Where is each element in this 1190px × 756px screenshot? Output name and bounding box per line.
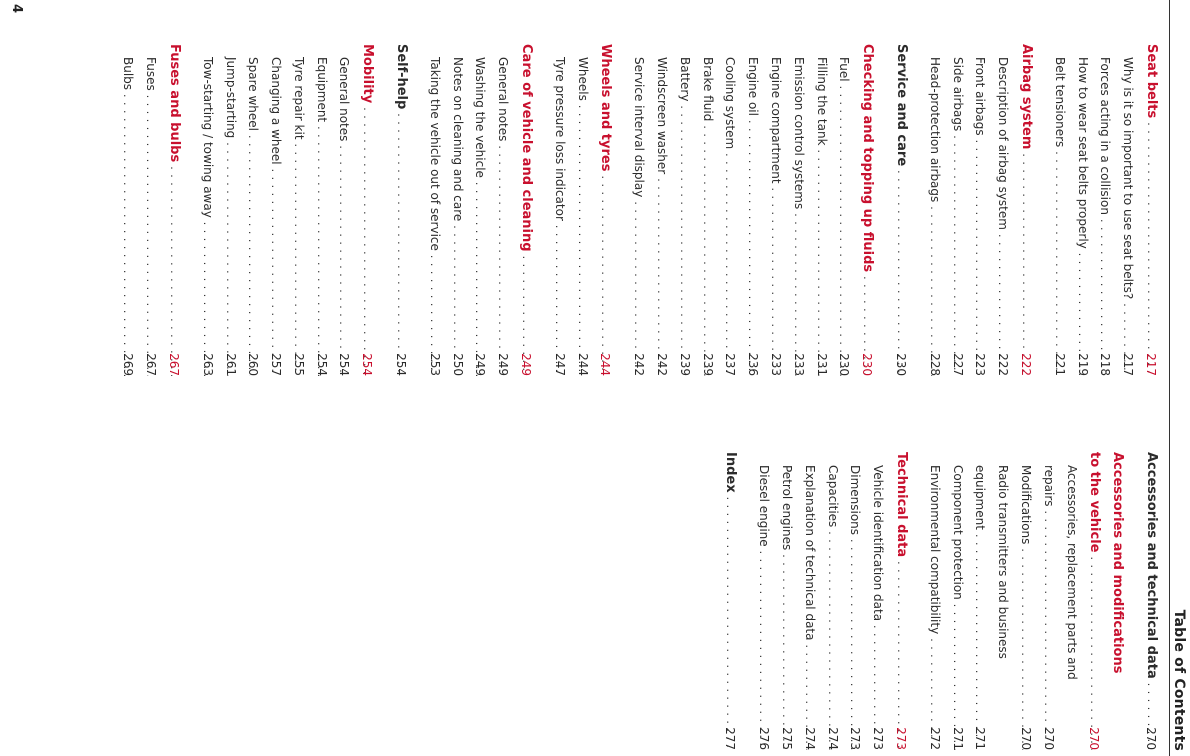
toc-section: [548, 44, 616, 376]
toc-entry-general-notes-label: General notes . . .: [332, 44, 356, 376]
toc-entry-general-notes-label: General notes . . .: [490, 44, 514, 376]
toc-entry-component-protection-label: Component protection . . .: [945, 452, 969, 750]
toc-heading-fuses-and-bulbs-label: Fuses and bulbs . . .: [162, 44, 185, 376]
toc-entry-engine-oil-page: 236: [746, 353, 761, 376]
page-title: Table of Contents: [1171, 609, 1187, 751]
toc-entry-engine-compartment-label: Engine compartment . . .: [763, 44, 787, 376]
toc-heading-technical-data[interactable]: [889, 452, 912, 750]
toc-entry-changing-a-wheel[interactable]: [264, 44, 287, 376]
toc-entry-tyre-pressure-loss-indicator-page: 247: [552, 353, 567, 376]
toc-entry-petrol-engines[interactable]: [775, 452, 798, 750]
toc-heading-checking-and-topping-up-fluids[interactable]: [855, 44, 878, 376]
toc-entry-front-airbags-label: Front airbags . . .: [968, 44, 992, 376]
toc-entry-explanation-of-technical-data-page: 274: [802, 727, 817, 750]
toc-entry-fuses[interactable]: [139, 44, 162, 376]
toc-entry-capacities[interactable]: [821, 452, 844, 750]
toc-entry-tow-starting-towing-away-label: Tow-starting / towing away . . .: [195, 44, 219, 376]
toc-entry-accessories-replacement-parts-and[interactable]: [1037, 452, 1060, 750]
toc-entry-wheels-page: 244: [575, 353, 590, 376]
toc-entry-diesel-engine-label: Diesel engine . . .: [751, 452, 775, 750]
toc-heading-care-of-vehicle-and-cleaning-label: Care of vehicle and cleaning . . .: [514, 44, 537, 376]
toc-section: [719, 452, 742, 750]
toc-heading-index[interactable]: [719, 452, 742, 750]
toc-heading-mobility-page: 254: [360, 353, 375, 376]
toc-heading-self-help-page: 254: [394, 353, 409, 376]
toc-heading-wheels-and-tyres-label: Wheels and tyres . . .: [594, 44, 617, 376]
toc-entry-radio-transmitters-and-business-page: 271: [973, 727, 988, 750]
toc-heading-mobility-label: Mobility . . .: [356, 44, 379, 376]
toc-entry-front-airbags[interactable]: [969, 44, 992, 376]
toc-heading-airbag-system[interactable]: [1014, 44, 1037, 376]
toc-entry-forces-acting-in-a-collision-label: Forces acting in a collision . . .: [1093, 44, 1117, 376]
toc-section: [752, 452, 912, 750]
toc-entry-front-airbags-page: 223: [973, 353, 988, 376]
toc-entry-wheels-label: Wheels . . .: [570, 44, 594, 376]
toc-section: [389, 44, 412, 376]
toc-entry-dimensions-page: 273: [848, 727, 863, 750]
toc-entry-notes-on-cleaning-and-care-page: 250: [450, 353, 465, 376]
toc-entry-service-interval-display[interactable]: [627, 44, 650, 376]
toc-entry-side-airbags[interactable]: [946, 44, 969, 376]
toc-heading-self-help-label: Self-help . . .: [389, 44, 412, 376]
toc-entry-filling-the-tank-label: Filling the tank . . .: [809, 44, 833, 376]
toc-heading-service-and-care-page: 230: [894, 353, 909, 376]
toc-heading-airbag-system-label: Airbag system . . .: [1014, 44, 1037, 376]
toc-entry-taking-the-vehicle-out-of-service-page: 253: [427, 353, 442, 376]
toc-entry-fuses-page: 267: [144, 353, 159, 376]
toc-heading-checking-and-topping-up-fluids-page: 230: [860, 353, 875, 376]
toc-heading-technical-data-label: Technical data . . .: [889, 452, 912, 750]
toc-entry-brake-fluid-page: 239: [700, 353, 715, 376]
toc-heading-technical-data-page: 273: [894, 727, 909, 750]
toc-entry-tyre-pressure-loss-indicator[interactable]: [548, 44, 571, 376]
toc-heading-self-help[interactable]: [389, 44, 412, 376]
toc-left-column: [117, 44, 1162, 376]
toc-entry-radio-transmitters-and-business-line1-label: Radio transmitters and business: [996, 465, 1011, 659]
toc-entry-fuel-label: Fuel . . .: [832, 44, 856, 376]
toc-entry-how-to-wear-seat-belts-properly-label: How to wear seat belts properly . . .: [1070, 44, 1094, 376]
toc-heading-care-of-vehicle-and-cleaning[interactable]: [514, 44, 537, 376]
toc-entry-fuel[interactable]: [833, 44, 856, 376]
toc-entry-why-is-it-so-important-to-use-seat-belts[interactable]: [1116, 44, 1139, 376]
toc-section: [627, 44, 878, 376]
toc-entry-emission-control-systems-label: Emission control systems . . .: [786, 44, 810, 376]
toc-heading-index-page: 277: [723, 727, 738, 750]
toc-entry-equipment-page: 254: [314, 353, 329, 376]
toc-entry-environmental-compatibility-page: 272: [927, 727, 942, 750]
toc-entry-changing-a-wheel-page: 257: [269, 353, 284, 376]
toc-entry-service-interval-display-label: Service interval display . . .: [626, 44, 650, 376]
toc-section: [889, 44, 912, 376]
toc-entry-why-is-it-so-important-to-use-seat-belts-label: Why is it so important to use seat belts? . . .: [1115, 44, 1139, 376]
section-spacer: [878, 44, 889, 376]
toc-entry-brake-fluid[interactable]: [696, 44, 719, 376]
toc-entry-spare-wheel-page: 260: [246, 353, 261, 376]
toc-entry-tyre-repair-kit-label: Tyre repair kit . . .: [286, 44, 310, 376]
toc-entry-modifications-label: Modifications . . .: [1013, 452, 1037, 750]
toc-heading-service-and-care-label: Service and care . . .: [889, 44, 912, 376]
toc-entry-belt-tensioners-label: Belt tensioners . . .: [1047, 44, 1071, 376]
toc-entry-bulbs[interactable]: [117, 44, 140, 376]
toc-entry-equipment-label: Equipment . . .: [309, 44, 333, 376]
toc-heading-fuses-and-bulbs[interactable]: [162, 44, 185, 376]
toc-entry-environmental-compatibility-label: Environmental compatibility . . .: [922, 452, 946, 750]
toc-entry-notes-on-cleaning-and-care-label: Notes on cleaning and care . . .: [445, 44, 469, 376]
toc-heading-accessories-and-technical-data[interactable]: [1139, 452, 1162, 750]
section-spacer: [378, 44, 389, 376]
toc-entry-spare-wheel[interactable]: [242, 44, 265, 376]
toc-entry-vehicle-identification-data[interactable]: [866, 452, 889, 750]
toc-entry-explanation-of-technical-data-label: Explanation of technical data . . .: [797, 452, 821, 750]
toc-entry-windscreen-washer-label: Windscreen washer . . .: [649, 44, 673, 376]
toc-entry-diesel-engine[interactable]: [752, 452, 775, 750]
toc-section: [423, 44, 537, 376]
toc-entry-accessories-replacement-parts-and-line1[interactable]: [1060, 452, 1083, 750]
toc-entry-brake-fluid-label: Brake fluid . . .: [695, 44, 719, 376]
toc-entry-description-of-airbag-system-page: 222: [996, 353, 1011, 376]
toc-entry-general-notes-page: 254: [337, 353, 352, 376]
toc-heading-seat-belts[interactable]: [1139, 44, 1162, 376]
toc-entry-jump-starting[interactable]: [219, 44, 242, 376]
toc-heading-wheels-and-tyres-page: 244: [598, 353, 613, 376]
toc-heading-accessories-and-modifications-label: to the vehicle . . .: [1083, 452, 1106, 750]
toc-entry-cooling-system-page: 237: [723, 353, 738, 376]
toc-heading-accessories-and-modifications-line1[interactable]: [1105, 452, 1128, 750]
toc-entry-forces-acting-in-a-collision-page: 218: [1098, 353, 1113, 376]
toc-entry-engine-oil-label: Engine oil . . .: [740, 44, 764, 376]
section-spacer: [1128, 452, 1139, 750]
toc-heading-seat-belts-label: Seat belts . . .: [1139, 44, 1162, 376]
toc-heading-accessories-and-modifications-page: 270: [1087, 727, 1102, 750]
toc-entry-cooling-system[interactable]: [719, 44, 742, 376]
toc-heading-accessories-and-technical-data-label: Accessories and technical data . . .: [1139, 452, 1162, 750]
toc-entry-modifications-page: 270: [1019, 727, 1034, 750]
toc-entry-diesel-engine-page: 276: [757, 727, 772, 750]
toc-heading-mobility[interactable]: [356, 44, 379, 376]
toc-entry-jump-starting-label: Jump-starting . . .: [218, 44, 242, 376]
page-number: 4: [9, 4, 24, 14]
toc-entry-windscreen-washer[interactable]: [650, 44, 673, 376]
toc-heading-accessories-and-modifications[interactable]: [1083, 452, 1106, 750]
toc-entry-capacities-page: 274: [825, 727, 840, 750]
toc-entry-tyre-pressure-loss-indicator-label: Tyre pressure loss indicator . . .: [547, 44, 571, 376]
toc-right-column: [719, 452, 1162, 750]
toc-entry-belt-tensioners[interactable]: [1048, 44, 1071, 376]
toc-entry-taking-the-vehicle-out-of-service-label: Taking the vehicle out of service . . .: [422, 44, 446, 376]
toc-entry-equipment[interactable]: [310, 44, 333, 376]
toc-heading-airbag-system-page: 222: [1019, 353, 1034, 376]
toc-heading-checking-and-topping-up-fluids-label: Checking and topping up fluids . . .: [855, 44, 878, 376]
toc-entry-washing-the-vehicle-page: 249: [473, 353, 488, 376]
toc-entry-tyre-repair-kit-page: 255: [291, 353, 306, 376]
toc-heading-accessories-and-technical-data-page: 270: [1144, 727, 1158, 750]
page-header: [1169, 0, 1190, 756]
toc-entry-washing-the-vehicle[interactable]: [469, 44, 492, 376]
toc-heading-index-label: Index . . .: [719, 452, 742, 750]
toc-section: [196, 44, 378, 376]
toc-entry-filling-the-tank-page: 231: [814, 353, 829, 376]
toc-heading-fuses-and-bulbs-page: 267: [166, 353, 181, 376]
toc-entry-vehicle-identification-data-page: 273: [871, 727, 886, 750]
toc-entry-tyre-repair-kit[interactable]: [287, 44, 310, 376]
toc-entry-petrol-engines-page: 275: [780, 727, 795, 750]
toc-entry-fuel-page: 230: [837, 353, 852, 376]
toc-entry-engine-compartment-page: 233: [769, 353, 784, 376]
toc-entry-petrol-engines-label: Petrol engines . . .: [774, 452, 798, 750]
toc-entry-general-notes[interactable]: [491, 44, 514, 376]
toc-entry-modifications[interactable]: [1014, 452, 1037, 750]
toc-entry-head-protection-airbags-page: 228: [927, 353, 942, 376]
toc-entry-service-interval-display-page: 242: [632, 353, 647, 376]
toc-section: [117, 44, 185, 376]
toc-entry-side-airbags-label: Side airbags . . .: [945, 44, 969, 376]
toc-entry-dimensions-label: Dimensions . . .: [843, 452, 867, 750]
toc-entry-washing-the-vehicle-label: Washing the vehicle . . .: [468, 44, 492, 376]
toc-entry-battery[interactable]: [673, 44, 696, 376]
toc-entry-accessories-replacement-parts-and-line1-label: Accessories, replacement parts and: [1064, 465, 1079, 680]
toc-entry-battery-label: Battery . . .: [672, 44, 696, 376]
toc-entry-changing-a-wheel-label: Changing a wheel . . .: [263, 44, 287, 376]
toc-entry-tow-starting-towing-away[interactable]: [196, 44, 219, 376]
toc-entry-head-protection-airbags-label: Head-protection airbags . . .: [922, 44, 946, 376]
toc-heading-service-and-care[interactable]: [889, 44, 912, 376]
toc-entry-notes-on-cleaning-and-care[interactable]: [446, 44, 469, 376]
toc-entry-description-of-airbag-system[interactable]: [991, 44, 1014, 376]
toc-entry-taking-the-vehicle-out-of-service[interactable]: [423, 44, 446, 376]
toc-entry-environmental-compatibility[interactable]: [923, 452, 946, 750]
toc-heading-accessories-and-modifications-line1-label: Accessories and modifications: [1110, 452, 1126, 674]
toc-entry-general-notes-page: 249: [496, 353, 511, 376]
toc-entry-filling-the-tank[interactable]: [810, 44, 833, 376]
toc-entry-emission-control-systems-page: 233: [791, 353, 806, 376]
toc-entry-description-of-airbag-system-label: Description of airbag system . . .: [990, 44, 1014, 376]
toc-entry-vehicle-identification-data-label: Vehicle identification data . . .: [865, 452, 889, 750]
toc-entry-radio-transmitters-and-business-label: equipment . . .: [968, 452, 992, 750]
toc-entry-belt-tensioners-page: 221: [1052, 353, 1067, 376]
toc-entry-windscreen-washer-page: 242: [655, 353, 670, 376]
toc-entry-accessories-replacement-parts-and-label: repairs . . .: [1036, 452, 1060, 750]
toc-entry-general-notes[interactable]: [333, 44, 356, 376]
toc-entry-component-protection-page: 271: [950, 727, 965, 750]
toc-section: [1139, 452, 1162, 750]
toc-entry-fuses-label: Fuses . . .: [138, 44, 162, 376]
toc-section: [1048, 44, 1162, 376]
toc-entry-tow-starting-towing-away-page: 263: [200, 353, 215, 376]
toc-entry-wheels[interactable]: [571, 44, 594, 376]
toc-entry-bulbs-label: Bulbs . . .: [116, 44, 140, 376]
toc-entry-spare-wheel-label: Spare wheel . . .: [241, 44, 265, 376]
toc-entry-how-to-wear-seat-belts-properly-page: 219: [1075, 353, 1090, 376]
toc-entry-jump-starting-page: 261: [223, 353, 238, 376]
toc-entry-cooling-system-label: Cooling system . . .: [718, 44, 742, 376]
toc-section: [923, 452, 1128, 750]
toc-entry-bulbs-page: 269: [121, 353, 136, 376]
toc-heading-care-of-vehicle-and-cleaning-page: 249: [519, 353, 534, 376]
toc-entry-battery-page: 239: [677, 353, 692, 376]
toc-entry-accessories-replacement-parts-and-page: 270: [1041, 727, 1056, 750]
toc-entry-emission-control-systems[interactable]: [787, 44, 810, 376]
toc-entry-head-protection-airbags[interactable]: [923, 44, 946, 376]
toc-heading-wheels-and-tyres[interactable]: [594, 44, 617, 376]
toc-entry-how-to-wear-seat-belts-properly[interactable]: [1071, 44, 1094, 376]
toc-entry-dimensions[interactable]: [844, 452, 867, 750]
toc-heading-seat-belts-page: 217: [1144, 353, 1158, 376]
toc-entry-capacities-label: Capacities . . .: [820, 452, 844, 750]
toc-entry-radio-transmitters-and-business[interactable]: [969, 452, 992, 750]
toc-entry-engine-compartment[interactable]: [764, 44, 787, 376]
toc-entry-component-protection[interactable]: [946, 452, 969, 750]
toc-entry-radio-transmitters-and-business-line1[interactable]: [991, 452, 1014, 750]
toc-entry-explanation-of-technical-data[interactable]: [798, 452, 821, 750]
toc-entry-side-airbags-page: 227: [950, 353, 965, 376]
toc-entry-engine-oil[interactable]: [741, 44, 764, 376]
toc-section: [923, 44, 1037, 376]
toc-entry-forces-acting-in-a-collision[interactable]: [1094, 44, 1117, 376]
toc-entry-why-is-it-so-important-to-use-seat-belts-page: 217: [1121, 353, 1136, 376]
